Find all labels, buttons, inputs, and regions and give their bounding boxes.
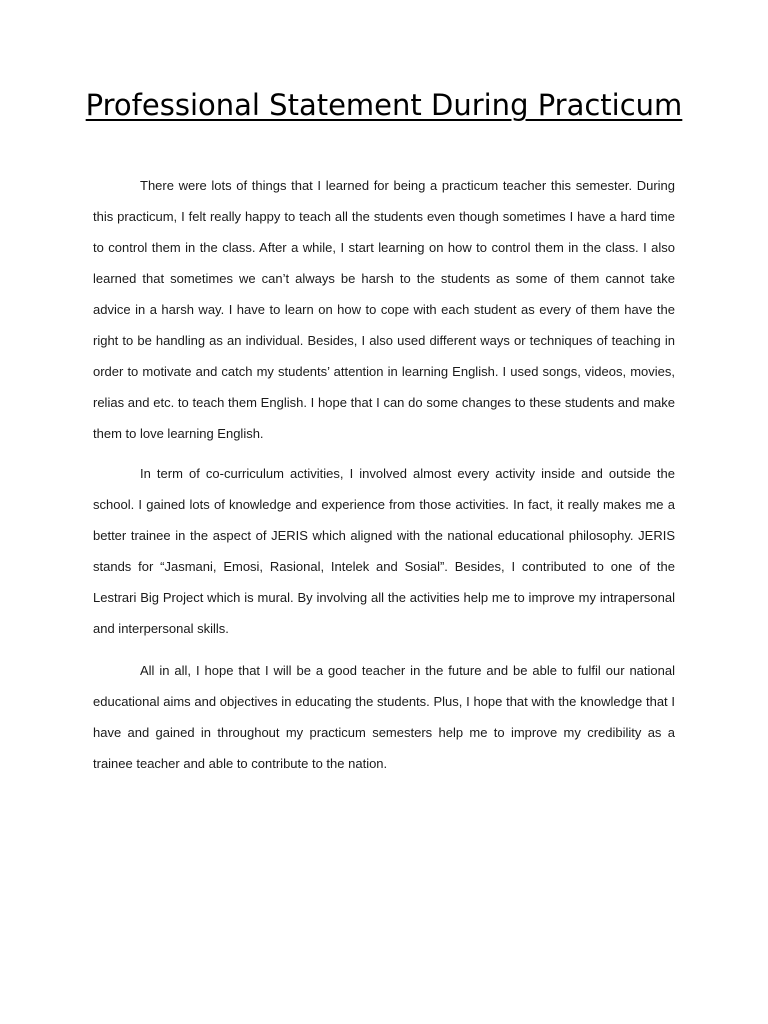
paragraph-1: There were lots of things that I learned for being a practicum teacher this semester. During this practicum, I felt really happy to teach all the students even though sometimes I have a hard time to control them in the class. After a while, I start learning on how to control them in the class. I also learned that sometimes we can’t always be harsh to the students as some of them cannot take advice in a harsh way. I have to learn on how to cope with each student as every of them have the right to be handling as an individual. Besides, I also used different ways or techniques of teaching in order to motivate and catch my students’ attention in learning English. I used songs, videos, movies, relias and etc. to teach them English. I hope that I can do some changes to these students and make them to love learning English. — [93, 178, 675, 441]
document-title: Professional Statement During Practicum — [85, 88, 683, 122]
paragraph-2: In term of co-curriculum activities, I involved almost every activity inside and outside the school. I gained lots of knowledge and experience from those activities. In fact, it really makes me a better trainee in the aspect of JERIS which aligned with the national educational philosophy. JERIS stands for “Jasmani, Emosi, Rasional, Intelek and Sosial”. Besides, I contributed to one of the Lestrari Big Project which is mural. By involving all the activities help me to improve my intrapersonal and interpersonal skills. — [93, 466, 675, 636]
paragraph-3: All in all, I hope that I will be a good teacher in the future and be able to fulfil our national educational aims and objectives in educating the students. Plus, I hope that with the knowledge that I have and gained in throughout my practicum semesters help me to improve my credibility as a trainee teacher and able to contribute to the nation. — [93, 663, 675, 771]
